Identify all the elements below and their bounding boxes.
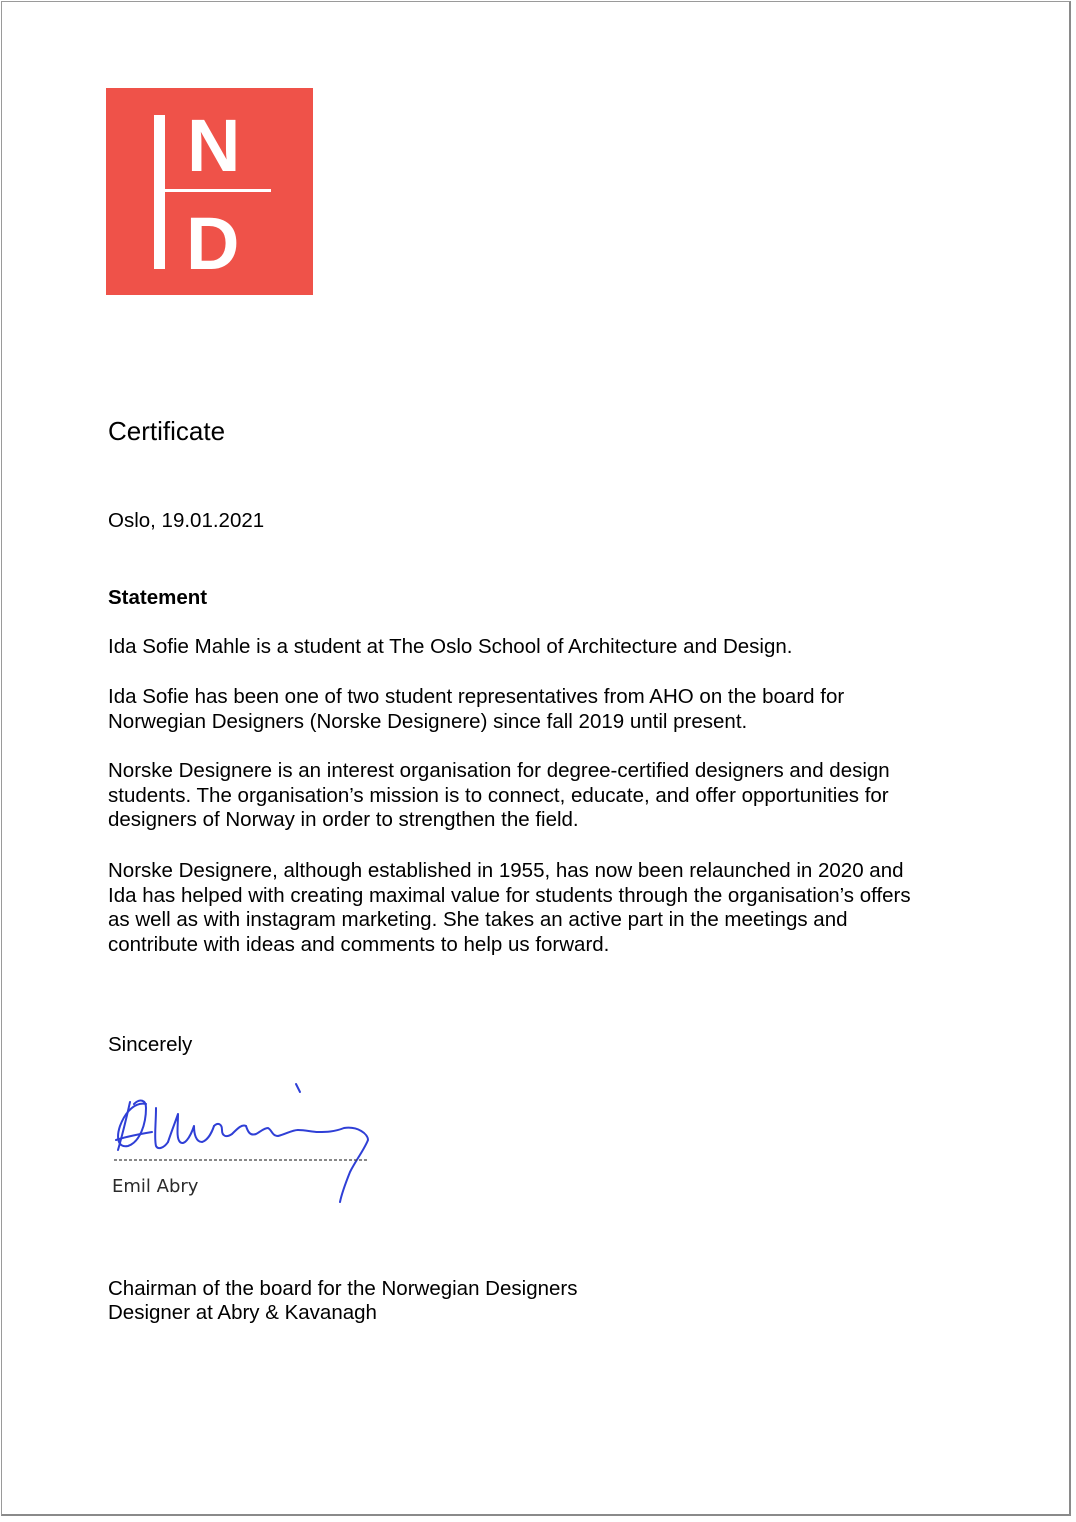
- paragraph-line: contribute with ideas and comments to help us forward.: [108, 932, 610, 956]
- paragraph-line: Norske Designere is an interest organisation for degree-certified designers and design: [108, 759, 890, 782]
- statement-heading: Statement: [108, 586, 208, 609]
- paragraph-student: [108, 635, 793, 660]
- logo-vertical-bar: [154, 115, 165, 269]
- paragraph-line: Ida Sofie has been one of two student representatives from AHO on the board for: [108, 685, 845, 708]
- logo-letter-d: D: [186, 202, 240, 285]
- paragraph-line: Norske Designere, although established in 1955, has now been relaunched in 2020 and: [108, 859, 904, 882]
- paragraph-line: Norwegian Designers (Norske Designere) since fall 2019 until present.: [108, 709, 748, 733]
- paragraph-line: students. The organisation’s mission is to connect, educate, and offer opportunities for: [108, 783, 889, 807]
- logo-letter-n: N: [187, 104, 241, 187]
- paragraph-contribution: [108, 859, 911, 957]
- document-title: Certificate: [108, 416, 226, 446]
- paragraph-line: Ida Sofie Mahle is a student at The Oslo School of Architecture and Design.: [108, 635, 793, 658]
- ind-logo: [106, 88, 313, 295]
- paragraph-organisation: [108, 759, 890, 833]
- paragraph-representative: [108, 685, 844, 734]
- signer-role-designer: Designer at Abry & Kavanagh: [108, 1301, 377, 1324]
- paragraph-line: as well as with instagram marketing. She takes an active part in the meetings and: [108, 908, 848, 931]
- document-page: [1, 1, 1071, 1516]
- paragraph-line: Ida has helped with creating maximal value for students through the organisation’s offers: [108, 883, 911, 907]
- paragraph-line: designers of Norway in order to strengthen the field.: [108, 808, 579, 831]
- logo-horizontal-rule: [165, 189, 271, 192]
- signature-printed-name: Emil Abry: [112, 1176, 199, 1197]
- place-date: Oslo, 19.01.2021: [108, 509, 265, 532]
- closing-salutation: Sincerely: [108, 1033, 193, 1056]
- signer-role-chairman: Chairman of the board for the Norwegian Designers: [108, 1277, 578, 1300]
